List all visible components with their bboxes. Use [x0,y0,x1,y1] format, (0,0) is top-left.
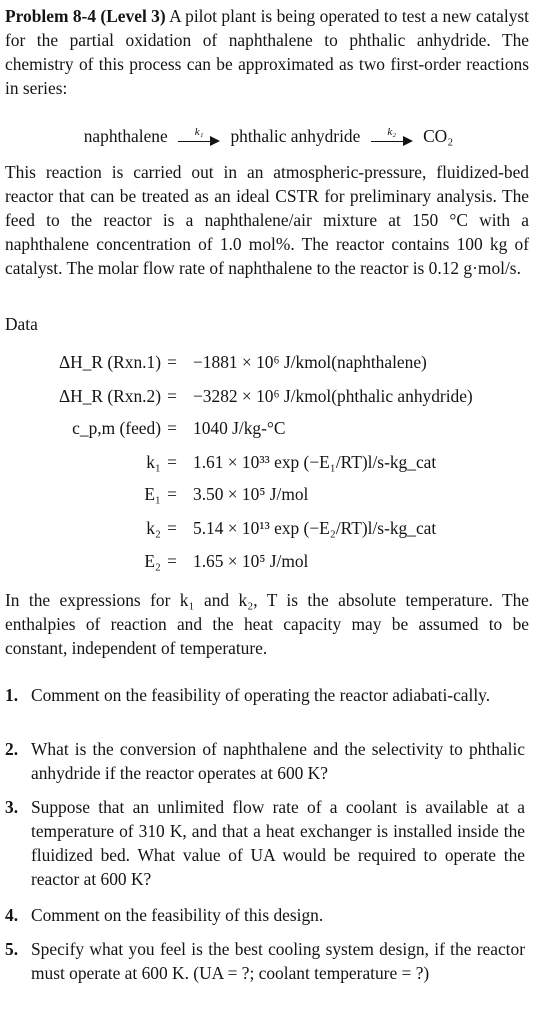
question-number: 3. [5,797,19,817]
problem-heading: Problem 8-4 (Level 3) [5,6,166,26]
equation-rhs: 3.50 × 10⁵ J/mol [193,484,309,504]
reaction-arrow-2 [371,128,413,148]
question-number: 1. [5,685,19,705]
equals-sign: = [167,551,177,571]
question-number: 2. [5,739,19,759]
equals-sign: = [167,418,177,438]
reaction-scheme [0,124,537,148]
reactant: naphthalene [83,126,168,146]
equals-sign: = [167,518,177,538]
equation-lhs: c_p,m (feed) [72,418,161,438]
question-number: 4. [5,905,19,925]
reaction-arrow-1 [178,128,220,148]
reactor-description: This reaction is carried out in an atmospheric-pressure, fluidized-bed reactor that can be treated as an ideal CSTR for preliminary analysis. The feed to the reactor is a naphthalene/air mixture at 150 °C with a naphthalene concentration of 1.0 mol%. The reactor contains 100 kg of catalyst. The molar flow rate of naphthalene to the reactor is 0.12 g·mol/s. [5,162,529,278]
equation-lhs: k₁ [146,452,161,472]
equation-rhs: 5.14 × 10¹³ exp (−E₂/RT)l/s-kg_cat [193,518,437,538]
question-text: What is the conversion of naphthalene and the selectivity to phthalic anhydride if the reactor operates at 600 K? [31,739,525,783]
equation-rhs: 1040 J/kg-°C [193,418,286,438]
equation-lhs: ΔH_R (Rxn.2) [58,386,161,406]
problem-intro [5,4,529,100]
equals-sign: = [167,386,177,406]
data-label: Data [5,314,38,334]
equals-sign: = [167,352,177,372]
problem-intro-text: A pilot plant is being operated to test a new catalyst for the partial oxidation of naphthalene to phthalic anhydride. The chemistry of this process can be approximated as two first-order reactions in series: [5,6,530,98]
closing-paragraph: In the expressions for k₁ and k₂, T is the absolute temperature. The enthalpies of reaction and the heat capacity may be assumed to be constant, independent of temperature. [5,590,529,658]
equation-lhs: E₂ [144,551,161,571]
equation-lhs: k₂ [146,518,161,538]
equation-lhs: ΔH_R (Rxn.1) [58,352,161,372]
question-text: Specify what you feel is the best cooling system design, if the reactor must operate at 600 K. (UA = ?; coolant temperature = ?) [31,939,525,983]
question-text: Comment on the feasibility of operating the reactor adiabati-cally. [31,685,491,705]
equation-rhs: 1.65 × 10⁵ J/mol [193,551,309,571]
equation-rhs: 1.61 × 10³³ exp (−E₁/RT)l/s-kg_cat [193,452,437,472]
equation-rhs: −1881 × 10⁶ J/kmol(naphthalene) [193,352,427,372]
equals-sign: = [167,484,177,504]
rate-constant-k2: k₂ [387,126,397,138]
equation-rhs: −3282 × 10⁶ J/kmol(phthalic anhydride) [193,386,473,406]
rate-constant-k1: k₁ [194,126,204,138]
intermediate: phthalic anhydride [230,126,361,146]
equation-lhs: E₁ [144,484,161,504]
product: CO₂ [423,126,454,146]
question-text: Comment on the feasibility of this design. [31,905,324,925]
question-number: 5. [5,939,19,959]
question-text: Suppose that an unlimited flow rate of a coolant is available at a temperature of 310 K, and that a heat exchanger is installed inside the fluidized bed. What value of UA would be required to operate the reactor at 600 K? [31,797,525,889]
equals-sign: = [167,452,177,472]
